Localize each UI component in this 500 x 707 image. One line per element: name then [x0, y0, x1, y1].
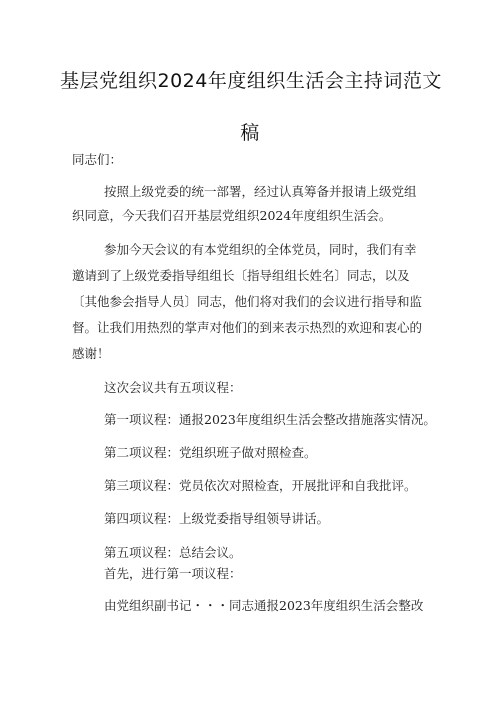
agenda-item-5: 第五项议程：总结会议。: [104, 545, 242, 560]
salutation: 同志们：: [72, 152, 123, 167]
document-title-line2: 稿: [240, 122, 260, 144]
paragraph-1-line-1: 按照上级党委的统一部署，经过认真筹备并报请上级党组: [104, 184, 417, 199]
paragraph-1-line-2: 织同意，今天我们召开基层党组织2024年度组织生活会。: [72, 208, 392, 223]
agenda-item-1: 第一项议程：通报2023年度组织生活会整改措施落实情况。: [104, 412, 436, 427]
paragraph-2-line-3: 〔其他参会指导人员〕同志，他们将对我们的会议进行指导和监: [72, 294, 423, 309]
paragraph-last-line: 由党组织副书记・・・同志通报2023年度组织生活会整改: [104, 598, 424, 613]
agenda-item-3: 第三项议程：党员依次对照检查，开展批评和自我批评。: [104, 478, 417, 493]
agenda-intro: 这次会议共有五项议程：: [104, 380, 242, 395]
paragraph-2-line-5: 感谢！: [72, 346, 110, 361]
document-title-line1: 基层党组织2024年度组织生活会主持词范文: [60, 70, 442, 92]
paragraph-2-line-1: 参加今天会议的有本党组织的全体党员，同时，我们有幸: [104, 242, 417, 257]
paragraph-2-line-2: 邀请到了上级党委指导组组长〔指导组组长姓名〕同志，以及: [72, 268, 410, 283]
agenda-item-2: 第二项议程：党组织班子做对照检查。: [104, 445, 317, 460]
agenda-item-4: 第四项议程：上级党委指导组领导讲话。: [104, 511, 330, 526]
first-agenda-intro: 首先，进行第一项议程：: [104, 566, 242, 581]
paragraph-2-line-4: 督。让我们用热烈的掌声对他们的到来表示热烈的欢迎和衷心的: [72, 320, 423, 335]
